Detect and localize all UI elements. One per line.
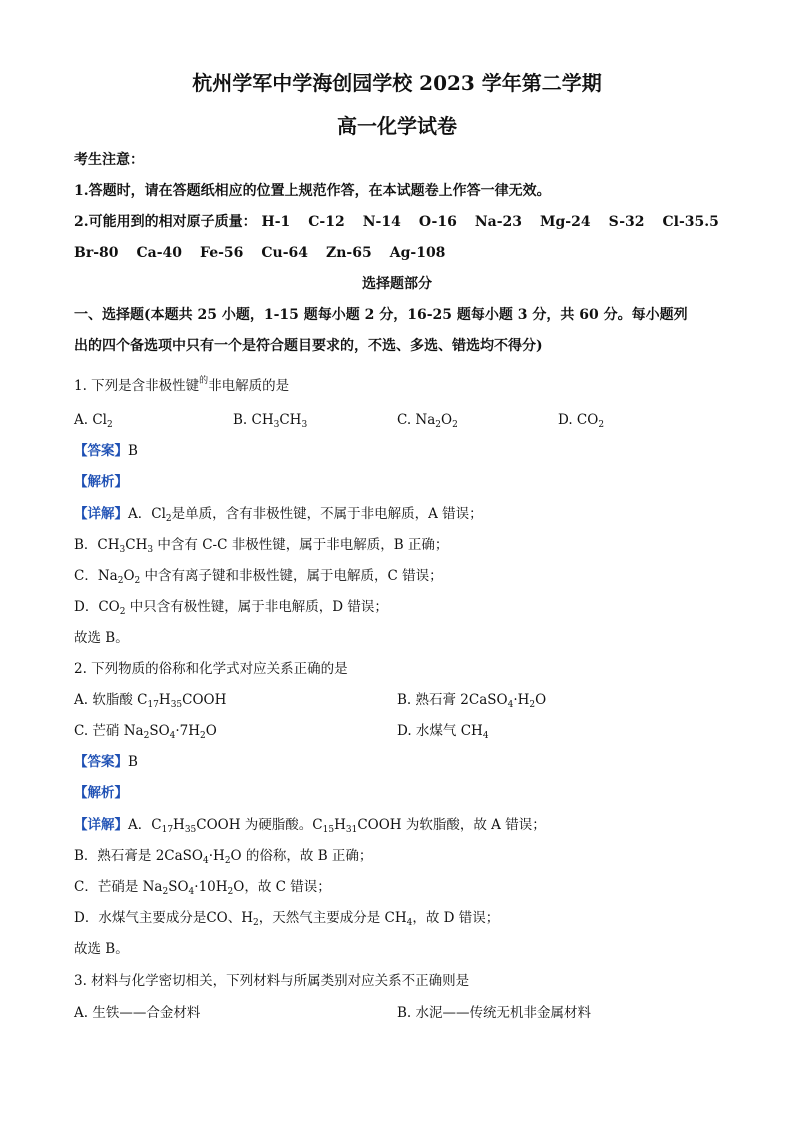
- q1-option-c: C. $Na_2O_2$: [397, 412, 458, 430]
- notice-heading: 考生注意：: [74, 152, 144, 168]
- q3-option-a: A. 生铁——合金材料: [74, 1005, 201, 1021]
- q2-detail-b: B．熟石膏是 $2CaSO_4\cdot H_2O$ 的俗称，故 B 正确；: [74, 848, 373, 866]
- q1-option-a: A. $Cl_2$: [74, 412, 113, 430]
- q2-analysis-label: 【解析】: [74, 785, 128, 801]
- exam-subtitle: 高一化学试卷: [337, 114, 457, 138]
- section-instruction-1: 一、选择题(本题共 25 小题，1-15 题每小题 2 分，16-25 题每小题 3 分，共 60 分。每小题列: [74, 307, 688, 323]
- atomic-mass-row-2: Br-80 Ca-40 Fe-56 Cu-64 Zn-65 Ag-108: [74, 245, 446, 261]
- q2-detail-d: D．水煤气主要成分是CO、$H_2$，天然气主要成分是 $CH_4$，故 D 错误；: [74, 910, 500, 928]
- q1-detail-a: 【详解】A．$Cl_2$是单质，含有非极性键，不属于非电解质，A 错误；: [74, 506, 483, 524]
- q1-detail-b: B．$CH_3CH_3$ 中含有 C-C 非极性键，属于非电解质，B 正确；: [74, 537, 449, 555]
- q2-option-c: C. 芒硝 $Na_2SO_4\cdot 7H_2O$: [74, 723, 217, 741]
- q2-option-d: D. 水煤气 $CH_4$: [397, 723, 489, 741]
- q2-option-a: A. 软脂酸 $C_{17}H_{35}COOH$: [74, 692, 227, 710]
- q3-stem: 3. 材料与化学密切相关，下列材料与所属类别对应关系不正确则是: [74, 973, 470, 989]
- q2-answer: 【答案】B: [74, 754, 138, 770]
- q3-option-b: B. 水泥——传统无机非金属材料: [397, 1005, 592, 1021]
- q1-analysis-label: 【解析】: [74, 474, 128, 490]
- q1-detail-d: D．$CO_2$ 中只含有极性键，属于非电解质，D 错误；: [74, 599, 388, 617]
- q2-conclusion: 故选 B。: [74, 941, 129, 957]
- q1-option-b: B. $CH_3CH_3$: [233, 412, 308, 430]
- q2-detail-a: 【详解】A．$C_{17}H_{35}COOH$ 为硬脂酸。$C_{15}H_{31}COOH$ 为软脂酸，故 A 错误；: [74, 817, 546, 835]
- atomic-mass-row-1: H-1 C-12 N-14 O-16 Na-23 Mg-24 S-32 Cl-35.5: [261, 214, 719, 230]
- notice-item-1: 1.答题时，请在答题纸相应的位置上规范作答，在本试题卷上作答一律无效。: [74, 183, 551, 199]
- section-instruction-2: 出的四个备选项中只有一个是符合题目要求的，不选、多选、错选均不得分): [74, 338, 543, 354]
- q1-stem: 1. 下列是含非极性键$^的$非电解质的是: [74, 376, 290, 394]
- q1-conclusion: 故选 B。: [74, 630, 129, 646]
- notice-item-2: 2.可能用到的相对原子质量： H-1 C-12 N-14 O-16 Na-23 Mg-24 S-32 Cl-35.5: [74, 214, 719, 230]
- q2-detail-c: C．芒硝是 $Na_2SO_4\cdot 10H_2O$，故 C 错误；: [74, 879, 331, 897]
- q1-option-d: D. $CO_2$: [558, 412, 605, 430]
- q2-option-b: B. 熟石膏 $2CaSO_4\cdot H_2O$: [397, 692, 547, 710]
- q1-answer: 【答案】B: [74, 443, 138, 459]
- section-heading: 选择题部分: [362, 276, 432, 292]
- q1-detail-c: C．$Na_2O_2$ 中含有离子键和非极性键，属于电解质，C 错误；: [74, 568, 443, 586]
- exam-title: 杭州学军中学海创园学校 2023 学年第二学期: [192, 71, 602, 95]
- q2-stem: 2. 下列物质的俗称和化学式对应关系正确的是: [74, 661, 348, 677]
